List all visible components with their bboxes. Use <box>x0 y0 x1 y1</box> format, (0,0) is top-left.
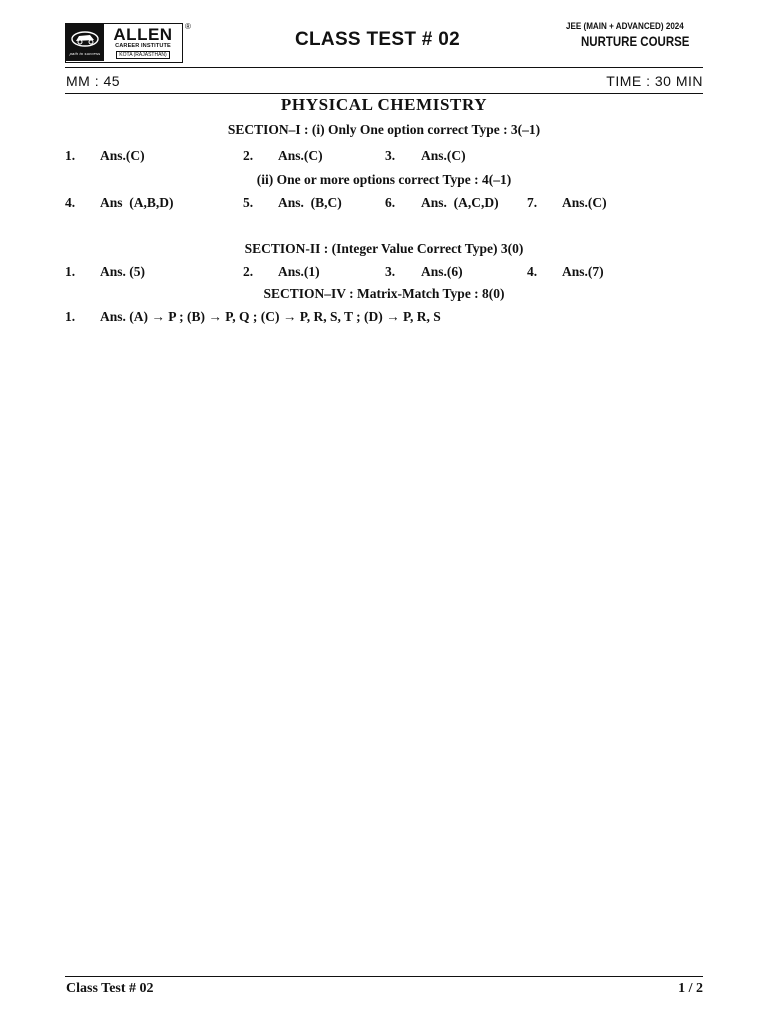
course-name: NURTURE COURSE <box>581 33 690 49</box>
question-number: 2. <box>243 148 254 163</box>
answer: Ans.(C) <box>100 148 145 163</box>
question-number: 1. <box>65 309 76 324</box>
logo-text <box>104 24 182 62</box>
footer-divider <box>65 976 703 977</box>
logo-tagline: path to success <box>69 51 101 56</box>
question-number: 4. <box>65 195 76 210</box>
registered-mark: ® <box>185 22 191 31</box>
time-limit: TIME : 30 MIN <box>606 73 703 89</box>
answer: Ans.(C) <box>421 148 466 163</box>
answer: Ans. (B,C) <box>278 195 342 210</box>
section-2-heading: SECTION-II : (Integer Value Correct Type) 3(0) <box>244 241 524 256</box>
car-icon <box>70 29 100 49</box>
logo-emblem <box>66 24 104 61</box>
subject-title: PHYSICAL CHEMISTRY <box>280 95 488 114</box>
answer: Ans. (A) → P ; (B) → P, Q ; (C) → P, R, S, T ; (D) → P, R, S <box>100 309 441 324</box>
logo-name: ALLEN <box>113 25 173 44</box>
question-number: 6. <box>385 195 396 210</box>
logo-subtitle: CAREER INSTITUTE <box>115 43 171 49</box>
answer: Ans.(C) <box>278 148 323 163</box>
section-1b-heading: (ii) One or more options correct Type : 4(–1) <box>256 172 512 187</box>
logo-city: KOTA (RAJASTHAN) <box>116 51 169 59</box>
answer: Ans (A,B,D) <box>100 195 174 210</box>
section-4-heading: SECTION–IV : Matrix-Match Type : 8(0) <box>263 286 505 301</box>
page-number: 1 / 2 <box>678 981 703 996</box>
question-number: 7. <box>527 195 538 210</box>
exam-name: JEE (MAIN + ADVANCED) 2024 <box>566 21 684 32</box>
answer: Ans.(7) <box>562 264 604 279</box>
page-title: CLASS TEST # 02 <box>295 29 460 50</box>
question-number: 4. <box>527 264 538 279</box>
allen-logo <box>65 23 183 63</box>
question-number: 1. <box>65 264 76 279</box>
answer: Ans.(C) <box>562 195 607 210</box>
answer: Ans. (5) <box>100 264 146 279</box>
answer: Ans.(1) <box>278 264 320 279</box>
section-1-heading: SECTION–I : (i) Only One option correct Type : 3(–1) <box>227 122 541 137</box>
question-number: 2. <box>243 264 254 279</box>
answer: Ans. (A,C,D) <box>421 195 499 210</box>
question-number: 3. <box>385 148 396 163</box>
question-number: 5. <box>243 195 254 210</box>
header-divider-bottom <box>65 93 703 94</box>
answer: Ans.(6) <box>421 264 463 279</box>
max-marks: MM : 45 <box>66 73 121 89</box>
header-divider <box>65 67 703 68</box>
question-number: 3. <box>385 264 396 279</box>
footer-test-name: Class Test # 02 <box>66 981 154 996</box>
question-number: 1. <box>65 148 76 163</box>
